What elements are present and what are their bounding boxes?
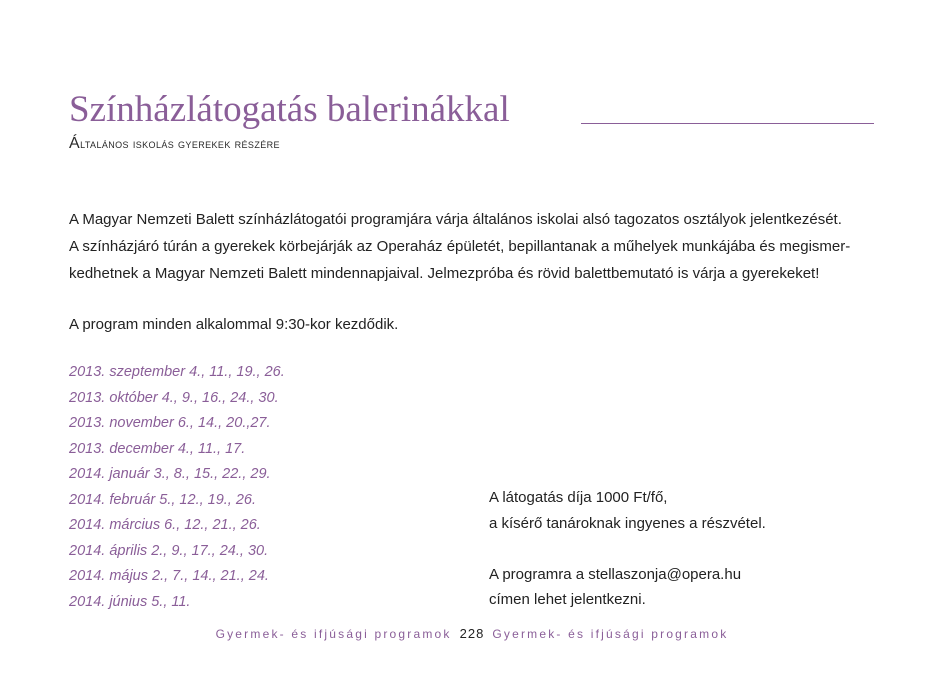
date-item: 2014. április 2., 9., 17., 24., 30. bbox=[69, 542, 269, 559]
footer-section-right: Gyermek- és ifjúsági programok bbox=[492, 627, 729, 641]
page-number: 228 bbox=[459, 626, 485, 641]
date-item: 2014. február 5., 12., 19., 26. bbox=[69, 491, 257, 508]
fee-text: A látogatás díja 1000 Ft/fő, bbox=[489, 489, 668, 506]
footer-section-left: Gyermek- és ifjúsági programok bbox=[215, 627, 452, 641]
intro-paragraph bbox=[69, 206, 869, 287]
title-rule bbox=[581, 123, 874, 124]
date-item: 2013. november 6., 14., 20.,27. bbox=[69, 415, 271, 431]
date-item: 2013. október 4., 9., 16., 24., 30. bbox=[69, 389, 279, 406]
date-item: 2014. június 5., 11. bbox=[69, 593, 191, 610]
signup-text: A programra a stellaszonja@opera.hu bbox=[489, 565, 742, 583]
date-item: 2014. március 6., 12., 21., 26. bbox=[69, 517, 261, 533]
info-block bbox=[489, 485, 766, 613]
page-subtitle: Általános iskolás gyerekek részére bbox=[69, 135, 280, 152]
date-item: 2014. január 3., 8., 15., 22., 29. bbox=[69, 466, 271, 482]
page-footer bbox=[0, 624, 944, 644]
page-title: Színházlátogatás balerinákkal bbox=[69, 89, 510, 130]
fee-note: a kísérő tanároknak ingyenes a részvétel. bbox=[489, 514, 766, 532]
start-time-text: A program minden alkalommal 9:30-kor kezdődik. bbox=[69, 316, 399, 333]
date-item: 2014. május 2., 7., 14., 21., 24. bbox=[69, 568, 269, 584]
info-spacer bbox=[489, 536, 766, 562]
intro-line: A Magyar Nemzeti Balett színházlátogatói programjára várja általános iskolai alsó tagozatos osztályok jelentkezését. bbox=[69, 211, 842, 228]
title-row bbox=[69, 88, 874, 132]
signup-note: címen lehet jelentkezni. bbox=[489, 591, 646, 608]
intro-line: kedhetnek a Magyar Nemzeti Balett mindennapjaival. Jelmezpróba és rövid balettbemutató is várja a gyerekeket! bbox=[69, 265, 820, 282]
date-item: 2013. december 4., 11., 17. bbox=[69, 440, 246, 457]
intro-line: A színházjáró túrán a gyerekek körbejárják az Operaház épületét, bepillantanak a műhelyek munkájába és megismer- bbox=[69, 238, 851, 255]
date-list bbox=[69, 360, 285, 615]
date-item: 2013. szeptember 4., 11., 19., 26. bbox=[69, 364, 285, 380]
